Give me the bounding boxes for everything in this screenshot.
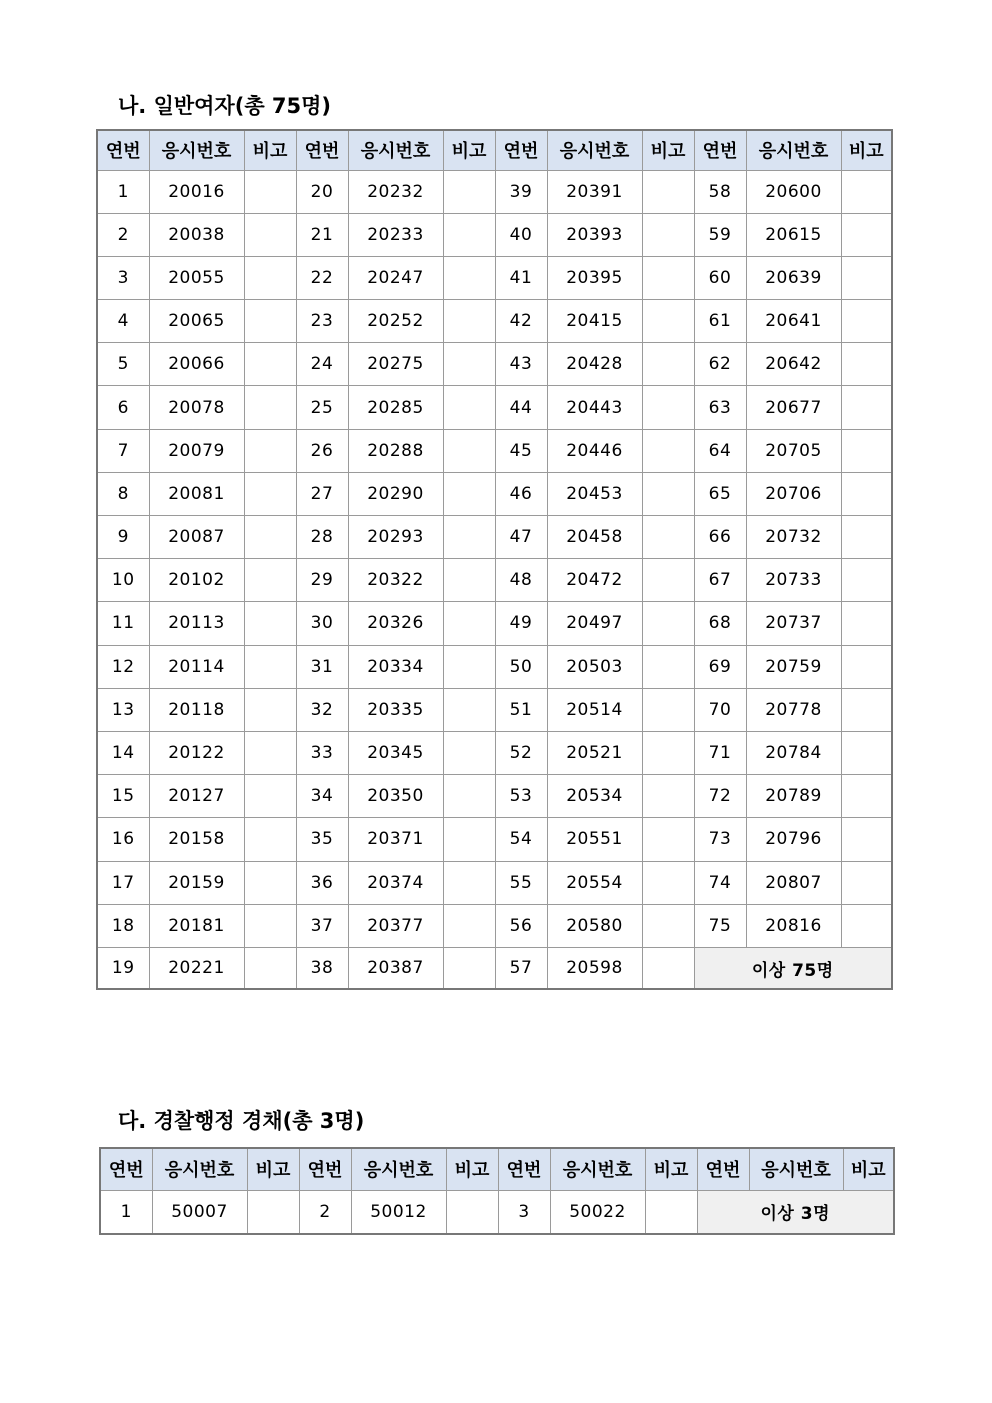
seq-cell: 58: [694, 170, 746, 213]
remark-cell: [443, 904, 495, 947]
remark-cell: [642, 256, 694, 299]
exam-number-cell: 20778: [746, 688, 841, 731]
exam-number-cell: 20415: [547, 300, 642, 343]
seq-cell: 36: [296, 861, 348, 904]
exam-number-cell: 20615: [746, 213, 841, 256]
remark-cell: [642, 300, 694, 343]
column-header: 응시번호: [550, 1148, 645, 1190]
table-row: [97, 516, 892, 559]
remark-cell: [642, 775, 694, 818]
seq-cell: 24: [296, 343, 348, 386]
table-row: [97, 861, 892, 904]
remark-cell: [244, 731, 296, 774]
remark-cell: [443, 775, 495, 818]
remark-cell: [443, 343, 495, 386]
seq-cell: 46: [495, 472, 547, 515]
exam-number-cell: 20102: [149, 559, 244, 602]
exam-number-cell: 20458: [547, 516, 642, 559]
section-title-police-admin: 다. 경찰행정 경채(총 3명): [118, 1109, 365, 1133]
exam-number-cell: 20677: [746, 386, 841, 429]
summary-cell: 이상 3명: [697, 1190, 894, 1234]
seq-cell: 55: [495, 861, 547, 904]
roster-table-police-admin: [99, 1147, 895, 1235]
seq-cell: 40: [495, 213, 547, 256]
seq-cell: 39: [495, 170, 547, 213]
remark-cell: [841, 170, 892, 213]
remark-cell: [642, 688, 694, 731]
seq-cell: 43: [495, 343, 547, 386]
exam-number-cell: 20534: [547, 775, 642, 818]
seq-cell: 14: [97, 731, 149, 774]
remark-cell: [841, 645, 892, 688]
column-header: 연번: [495, 130, 547, 170]
seq-cell: 68: [694, 602, 746, 645]
column-header: 비고: [446, 1148, 498, 1190]
remark-cell: [443, 861, 495, 904]
seq-cell: 26: [296, 429, 348, 472]
seq-cell: 8: [97, 472, 149, 515]
exam-number-cell: 20705: [746, 429, 841, 472]
exam-number-cell: 20796: [746, 818, 841, 861]
seq-cell: 73: [694, 818, 746, 861]
remark-cell: [443, 559, 495, 602]
remark-cell: [443, 429, 495, 472]
table-row: [97, 472, 892, 515]
seq-cell: 23: [296, 300, 348, 343]
column-header: 비고: [843, 1148, 894, 1190]
remark-cell: [244, 170, 296, 213]
exam-number-cell: 20181: [149, 904, 244, 947]
exam-number-cell: 20732: [746, 516, 841, 559]
remark-cell: [642, 947, 694, 989]
remark-cell: [642, 343, 694, 386]
seq-cell: 53: [495, 775, 547, 818]
column-header: 비고: [244, 130, 296, 170]
seq-cell: 57: [495, 947, 547, 989]
exam-number-cell: 20158: [149, 818, 244, 861]
exam-number-cell: 20446: [547, 429, 642, 472]
exam-number-cell: 20443: [547, 386, 642, 429]
exam-number-cell: 20078: [149, 386, 244, 429]
seq-cell: 38: [296, 947, 348, 989]
remark-cell: [244, 256, 296, 299]
exam-number-cell: 20374: [348, 861, 443, 904]
seq-cell: 52: [495, 731, 547, 774]
exam-number-cell: 20066: [149, 343, 244, 386]
seq-cell: 1: [100, 1190, 152, 1234]
table-row: [97, 386, 892, 429]
remark-cell: [244, 904, 296, 947]
remark-cell: [642, 861, 694, 904]
exam-number-cell: 20733: [746, 559, 841, 602]
seq-cell: 31: [296, 645, 348, 688]
exam-number-cell: 20350: [348, 775, 443, 818]
column-header: 응시번호: [749, 1148, 843, 1190]
exam-number-cell: 20335: [348, 688, 443, 731]
seq-cell: 51: [495, 688, 547, 731]
remark-cell: [841, 256, 892, 299]
remark-cell: [443, 947, 495, 989]
exam-number-cell: 20598: [547, 947, 642, 989]
seq-cell: 61: [694, 300, 746, 343]
table-row: [97, 602, 892, 645]
seq-cell: 54: [495, 818, 547, 861]
remark-cell: [244, 645, 296, 688]
seq-cell: 44: [495, 386, 547, 429]
table-row-last: [100, 1190, 894, 1234]
column-header: 응시번호: [348, 130, 443, 170]
remark-cell: [642, 472, 694, 515]
exam-number-cell: 20016: [149, 170, 244, 213]
exam-number-cell: 20377: [348, 904, 443, 947]
exam-number-cell: 20816: [746, 904, 841, 947]
seq-cell: 45: [495, 429, 547, 472]
column-header: 연번: [299, 1148, 351, 1190]
seq-cell: 2: [97, 213, 149, 256]
exam-number-cell: 20275: [348, 343, 443, 386]
remark-cell: [244, 343, 296, 386]
exam-number-cell: 20288: [348, 429, 443, 472]
seq-cell: 2: [299, 1190, 351, 1234]
exam-number-cell: 50022: [550, 1190, 645, 1234]
remark-cell: [841, 386, 892, 429]
remark-cell: [244, 688, 296, 731]
table-row: [97, 343, 892, 386]
exam-number-cell: 20639: [746, 256, 841, 299]
seq-cell: 66: [694, 516, 746, 559]
column-header: 응시번호: [351, 1148, 446, 1190]
column-header: 비고: [247, 1148, 299, 1190]
remark-cell: [443, 170, 495, 213]
remark-cell: [642, 516, 694, 559]
seq-cell: 56: [495, 904, 547, 947]
column-header: 응시번호: [149, 130, 244, 170]
table-row: [97, 559, 892, 602]
column-header: 비고: [841, 130, 892, 170]
exam-number-cell: 20784: [746, 731, 841, 774]
exam-number-cell: 20807: [746, 861, 841, 904]
remark-cell: [443, 386, 495, 429]
exam-number-cell: 50007: [152, 1190, 247, 1234]
exam-number-cell: 20345: [348, 731, 443, 774]
column-header: 연번: [97, 130, 149, 170]
seq-cell: 12: [97, 645, 149, 688]
exam-number-cell: 20641: [746, 300, 841, 343]
seq-cell: 69: [694, 645, 746, 688]
table-row: [97, 300, 892, 343]
remark-cell: [642, 731, 694, 774]
seq-cell: 75: [694, 904, 746, 947]
exam-number-cell: 20551: [547, 818, 642, 861]
remark-cell: [841, 904, 892, 947]
column-header: 연번: [697, 1148, 749, 1190]
remark-cell: [244, 213, 296, 256]
seq-cell: 3: [498, 1190, 550, 1234]
remark-cell: [443, 645, 495, 688]
seq-cell: 16: [97, 818, 149, 861]
seq-cell: 63: [694, 386, 746, 429]
exam-number-cell: 20038: [149, 213, 244, 256]
seq-cell: 50: [495, 645, 547, 688]
remark-cell: [443, 472, 495, 515]
seq-cell: 70: [694, 688, 746, 731]
remark-cell: [244, 602, 296, 645]
column-header: 비고: [642, 130, 694, 170]
remark-cell: [841, 472, 892, 515]
exam-number-cell: 20290: [348, 472, 443, 515]
seq-cell: 7: [97, 429, 149, 472]
seq-cell: 20: [296, 170, 348, 213]
seq-cell: 59: [694, 213, 746, 256]
exam-number-cell: 20247: [348, 256, 443, 299]
exam-number-cell: 20472: [547, 559, 642, 602]
exam-number-cell: 20759: [746, 645, 841, 688]
seq-cell: 5: [97, 343, 149, 386]
exam-number-cell: 20387: [348, 947, 443, 989]
seq-cell: 17: [97, 861, 149, 904]
exam-number-cell: 20428: [547, 343, 642, 386]
remark-cell: [443, 731, 495, 774]
column-header: 연번: [694, 130, 746, 170]
remark-cell: [841, 775, 892, 818]
seq-cell: 34: [296, 775, 348, 818]
seq-cell: 6: [97, 386, 149, 429]
remark-cell: [841, 602, 892, 645]
exam-number-cell: 20737: [746, 602, 841, 645]
remark-cell: [443, 300, 495, 343]
remark-cell: [244, 947, 296, 989]
section-title-general-female: 나. 일반여자(총 75명): [118, 94, 332, 118]
seq-cell: 42: [495, 300, 547, 343]
table-row: [97, 731, 892, 774]
remark-cell: [642, 904, 694, 947]
remark-cell: [443, 602, 495, 645]
exam-number-cell: 50012: [351, 1190, 446, 1234]
exam-number-cell: 20642: [746, 343, 841, 386]
exam-number-cell: 20580: [547, 904, 642, 947]
seq-cell: 15: [97, 775, 149, 818]
table-row: [97, 775, 892, 818]
exam-number-cell: 20554: [547, 861, 642, 904]
remark-cell: [841, 731, 892, 774]
exam-number-cell: 20706: [746, 472, 841, 515]
exam-number-cell: 20087: [149, 516, 244, 559]
remark-cell: [642, 170, 694, 213]
seq-cell: 48: [495, 559, 547, 602]
table-row: [97, 904, 892, 947]
exam-number-cell: 20081: [149, 472, 244, 515]
seq-cell: 1: [97, 170, 149, 213]
exam-number-cell: 20232: [348, 170, 443, 213]
remark-cell: [244, 559, 296, 602]
exam-number-cell: 20127: [149, 775, 244, 818]
remark-cell: [642, 429, 694, 472]
column-header: 연번: [296, 130, 348, 170]
seq-cell: 4: [97, 300, 149, 343]
remark-cell: [642, 645, 694, 688]
seq-cell: 65: [694, 472, 746, 515]
remark-cell: [244, 775, 296, 818]
column-header: 연번: [100, 1148, 152, 1190]
table-row: [97, 645, 892, 688]
table-row: [97, 429, 892, 472]
remark-cell: [443, 516, 495, 559]
exam-number-cell: 20233: [348, 213, 443, 256]
table-row: [97, 818, 892, 861]
seq-cell: 13: [97, 688, 149, 731]
exam-number-cell: 20326: [348, 602, 443, 645]
exam-number-cell: 20453: [547, 472, 642, 515]
seq-cell: 11: [97, 602, 149, 645]
exam-number-cell: 20114: [149, 645, 244, 688]
remark-cell: [244, 818, 296, 861]
seq-cell: 74: [694, 861, 746, 904]
column-header: 연번: [498, 1148, 550, 1190]
seq-cell: 35: [296, 818, 348, 861]
exam-number-cell: 20159: [149, 861, 244, 904]
remark-cell: [841, 559, 892, 602]
remark-cell: [841, 213, 892, 256]
column-header: 응시번호: [746, 130, 841, 170]
remark-cell: [841, 300, 892, 343]
column-header: 응시번호: [547, 130, 642, 170]
seq-cell: 33: [296, 731, 348, 774]
seq-cell: 27: [296, 472, 348, 515]
exam-number-cell: 20521: [547, 731, 642, 774]
exam-number-cell: 20503: [547, 645, 642, 688]
seq-cell: 71: [694, 731, 746, 774]
remark-cell: [443, 213, 495, 256]
exam-number-cell: 20293: [348, 516, 443, 559]
remark-cell: [841, 429, 892, 472]
exam-number-cell: 20391: [547, 170, 642, 213]
exam-number-cell: 20221: [149, 947, 244, 989]
exam-number-cell: 20065: [149, 300, 244, 343]
seq-cell: 72: [694, 775, 746, 818]
seq-cell: 10: [97, 559, 149, 602]
seq-cell: 3: [97, 256, 149, 299]
seq-cell: 19: [97, 947, 149, 989]
seq-cell: 22: [296, 256, 348, 299]
exam-number-cell: 20285: [348, 386, 443, 429]
table-row: [97, 256, 892, 299]
remark-cell: [841, 343, 892, 386]
seq-cell: 21: [296, 213, 348, 256]
seq-cell: 64: [694, 429, 746, 472]
remark-cell: [244, 386, 296, 429]
seq-cell: 18: [97, 904, 149, 947]
table-row: [97, 170, 892, 213]
exam-number-cell: 20514: [547, 688, 642, 731]
table-row: [97, 213, 892, 256]
seq-cell: 32: [296, 688, 348, 731]
seq-cell: 25: [296, 386, 348, 429]
remark-cell: [443, 688, 495, 731]
remark-cell: [244, 472, 296, 515]
column-header: 비고: [645, 1148, 697, 1190]
exam-number-cell: 20252: [348, 300, 443, 343]
column-header: 응시번호: [152, 1148, 247, 1190]
seq-cell: 62: [694, 343, 746, 386]
roster-table-general-female: [96, 129, 893, 990]
remark-cell: [443, 818, 495, 861]
remark-cell: [642, 386, 694, 429]
exam-number-cell: 20122: [149, 731, 244, 774]
exam-number-cell: 20600: [746, 170, 841, 213]
exam-number-cell: 20497: [547, 602, 642, 645]
remark-cell: [642, 559, 694, 602]
table-header-row: [97, 130, 892, 170]
remark-cell: [244, 300, 296, 343]
remark-cell: [247, 1190, 299, 1234]
column-header: 비고: [443, 130, 495, 170]
exam-number-cell: 20334: [348, 645, 443, 688]
table-row: [97, 688, 892, 731]
seq-cell: 29: [296, 559, 348, 602]
exam-number-cell: 20113: [149, 602, 244, 645]
remark-cell: [841, 861, 892, 904]
seq-cell: 49: [495, 602, 547, 645]
remark-cell: [642, 213, 694, 256]
remark-cell: [645, 1190, 697, 1234]
remark-cell: [443, 256, 495, 299]
remark-cell: [841, 818, 892, 861]
seq-cell: 30: [296, 602, 348, 645]
table-header-row: [100, 1148, 894, 1190]
seq-cell: 9: [97, 516, 149, 559]
summary-cell: 이상 75명: [694, 947, 892, 989]
seq-cell: 41: [495, 256, 547, 299]
seq-cell: 37: [296, 904, 348, 947]
seq-cell: 47: [495, 516, 547, 559]
exam-number-cell: 20322: [348, 559, 443, 602]
remark-cell: [244, 516, 296, 559]
remark-cell: [446, 1190, 498, 1234]
exam-number-cell: 20118: [149, 688, 244, 731]
exam-number-cell: 20395: [547, 256, 642, 299]
seq-cell: 67: [694, 559, 746, 602]
exam-number-cell: 20789: [746, 775, 841, 818]
seq-cell: 60: [694, 256, 746, 299]
exam-number-cell: 20079: [149, 429, 244, 472]
remark-cell: [642, 602, 694, 645]
exam-number-cell: 20055: [149, 256, 244, 299]
exam-number-cell: 20393: [547, 213, 642, 256]
table-row-last: [97, 947, 892, 989]
remark-cell: [244, 861, 296, 904]
remark-cell: [841, 688, 892, 731]
seq-cell: 28: [296, 516, 348, 559]
remark-cell: [841, 516, 892, 559]
remark-cell: [642, 818, 694, 861]
exam-number-cell: 20371: [348, 818, 443, 861]
remark-cell: [244, 429, 296, 472]
